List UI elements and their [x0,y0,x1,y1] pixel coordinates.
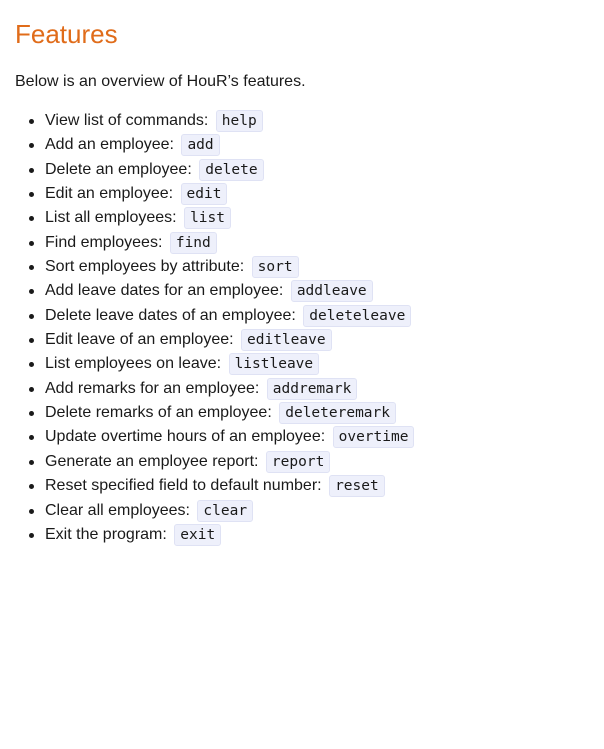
page-title: Features [15,19,118,49]
command-code: list [184,207,231,229]
feature-label: List employees on leave: [45,355,222,373]
command-code: clear [197,500,253,522]
feature-label: Exit the program: [45,525,167,543]
list-item [29,450,589,474]
feature-label: Reset specified field to default number: [45,477,322,495]
command-code: deleteleave [303,305,411,327]
list-item [29,352,589,376]
feature-label: Find employees: [45,233,163,251]
intro-paragraph: Below is an overview of HouR’s features. [15,73,306,90]
list-item [29,328,589,352]
command-code: listleave [229,353,320,375]
command-code: help [216,110,263,132]
feature-label: View list of commands: [45,112,209,129]
feature-label: List all employees: [45,209,177,227]
feature-label: Sort employees by attribute: [45,258,245,276]
list-item [29,206,589,230]
list-item [29,499,589,523]
command-code: find [170,232,217,254]
list-item [29,304,589,328]
list-item [29,279,589,303]
command-code: deleteremark [279,402,396,424]
feature-label: Add leave dates for an employee: [45,282,284,300]
list-item [29,377,589,401]
command-code: report [266,451,330,473]
command-code: addleave [291,280,373,302]
feature-list [15,109,589,547]
command-code: delete [199,159,263,181]
command-code: overtime [333,426,415,448]
list-item [29,231,589,255]
feature-label: Delete leave dates of an employee: [45,306,296,324]
command-code: exit [174,524,221,546]
feature-label: Delete an employee: [45,160,192,178]
command-code: reset [329,475,385,497]
list-item [29,401,589,425]
list-item [29,523,589,547]
list-item [29,109,589,133]
command-code: sort [252,256,299,278]
feature-label: Edit leave of an employee: [45,331,234,349]
list-item [29,255,589,279]
command-code: editleave [241,329,332,351]
list-item [29,182,589,206]
list-item [29,425,589,449]
feature-label: Delete remarks of an employee: [45,404,272,422]
list-item [29,474,589,498]
command-code: addremark [267,378,358,400]
feature-label: Add an employee: [45,136,174,154]
feature-label: Add remarks for an employee: [45,379,260,397]
feature-label: Update overtime hours of an employee: [45,428,326,446]
command-code: edit [181,183,228,205]
feature-label: Edit an employee: [45,185,174,203]
list-item [29,158,589,182]
feature-label: Generate an employee report: [45,452,259,470]
list-item [29,133,589,157]
command-code: add [181,134,219,156]
feature-label: Clear all employees: [45,501,190,519]
